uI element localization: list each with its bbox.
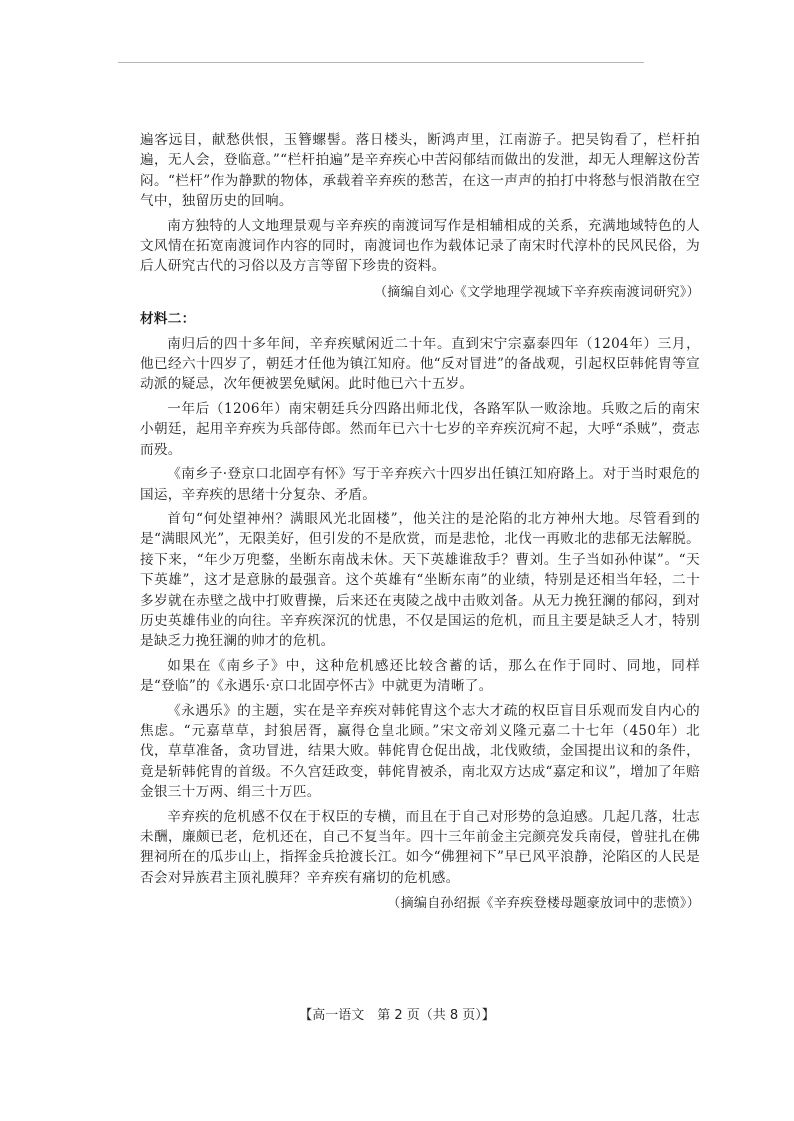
material2-paragraph: 如果在《南乡子》中，这种危机感还比较含蓄的话，那么在作于同时、同地，同样是“登临”的《永遇乐·京口北固亭怀古》中就更为清晰了。 — [140, 657, 700, 695]
material2-label: 材料二： — [140, 311, 196, 328]
material2-source: （摘编自孙绍振《辛弃疾登楼母题豪放词中的悲愤》） — [387, 896, 700, 912]
material2-paragraph: 南归后的四十多年间，辛弃疾赋闲近二十年。直到宋宁宗嘉泰四年（1204年）三月，他已经六十四岁了，朝廷才任他为镇江知府。他“反对冒进”的备战观，引起权臣韩侂胄等宣动派的疑忌，次年便被罢免赋闲。此时他已六十五岁。 — [140, 335, 700, 393]
material1-culture-paragraph: 南方独特的人文地理景观与辛弃疾的南渡词写作是相辅相成的关系，充满地域特色的人文风情在拓宽南渡词作内容的同时，南渡词也作为载体记录了南宋时代淳朴的民风民俗，为后人研究古代的习俗以及方言等留下珍贵的资料。 — [140, 217, 700, 275]
page-footer: 【高一语文 第 2 页（共 8 页）】 — [299, 1008, 495, 1023]
material2-paragraph: 首句“何处望神州？满眼风光北固楼”，他关注的是沦陷的北方神州大地。尽管看到的是“满眼风光”，无限美好，但引发的不是欣赏，而是悲怆，北伐一再败北的悲郁无法解脱。接下来，“年少万兜鍪，坐断东南战未休。天下英雄谁敌手？曹刘。生子当如孙仲谋”。“天下英雄”，这才是意脉的最强音。这个英雄有“坐断东南”的业绩，特别是还相当年轻，二十多岁就在赤壁之战中打败曹操，后来还在夷陵之战中击败刘备。从无力挽狂澜的郁闷，到对历史英雄伟业的向往。辛弃疾深沉的忧患，不仅是国运的危机，而且主要是缺乏人才，特别是缺乏力挽狂澜的帅才的危机。 — [140, 510, 700, 650]
material1-continued-paragraph: 遍客远目，献愁供恨，玉簪螺髻。落日楼头，断鸿声里，江南游子。把吴钩看了，栏杆拍遍，无人会，登临意。”“栏杆拍遍”是辛弃疾心中苦闷郁结而做出的发泄，却无人理解这份苦闷。“栏杆”作为静默的物体，承载着辛弃疾的愁苦，在这一声声的拍打中将愁与恨消散在空气中，独留历史的回响。 — [140, 132, 700, 210]
material2-paragraph: 《南乡子·登京口北固亭有怀》写于辛弃疾六十四岁出任镇江知府路上。对于当时艰危的国运，辛弃疾的思绪十分复杂、矛盾。 — [140, 466, 700, 503]
scan-border-line — [118, 62, 644, 63]
material2-paragraph: 辛弃疾的危机感不仅在于权臣的专横，而且在于自己对形势的急迫感。几起几落，壮志未酬，廉颇已老，危机还在，自己不复当年。四十三年前金主完颜亮发兵南侵，曾驻扎在佛狸祠所在的瓜步山上，指挥金兵抢渡长江。如今“佛狸祠下”早已风平浪静，沦陷区的人民是否会对异族君主顶礼膜拜？辛弃疾有痛切的危机感。 — [140, 808, 700, 886]
article-body — [140, 130, 700, 915]
material2-paragraph: 一年后（1206年）南宋朝廷兵分四路出师北伐，各路军队一败涂地。兵败之后的南宋小朝廷，起用辛弃疾为兵部侍郎。然而年已六十七岁的辛弃疾沉疴不起，大呼“杀贼”，赍志而殁。 — [140, 400, 700, 458]
material2-paragraph: 《永遇乐》的主题，实在是辛弃疾对韩侂胄这个志大才疏的权臣盲目乐观而发自内心的焦虑。“元嘉草草，封狼居胥，赢得仓皇北顾。”宋文帝刘义隆元嘉二十七年（450年）北伐，草草准备，贪功冒进，结果大败。韩侂胄仓促出战，北伐败绩，金国提出议和的条件，竟是斩韩侂胄的首级。不久宫廷政变，韩侂胄被杀，南北双方达成“嘉定和议”，增加了年赔金银三十万两、绢三十万匹。 — [140, 702, 700, 801]
material1-source: （摘编自刘心《文学地理学视域下辛弃疾南渡词研究》） — [373, 284, 700, 300]
